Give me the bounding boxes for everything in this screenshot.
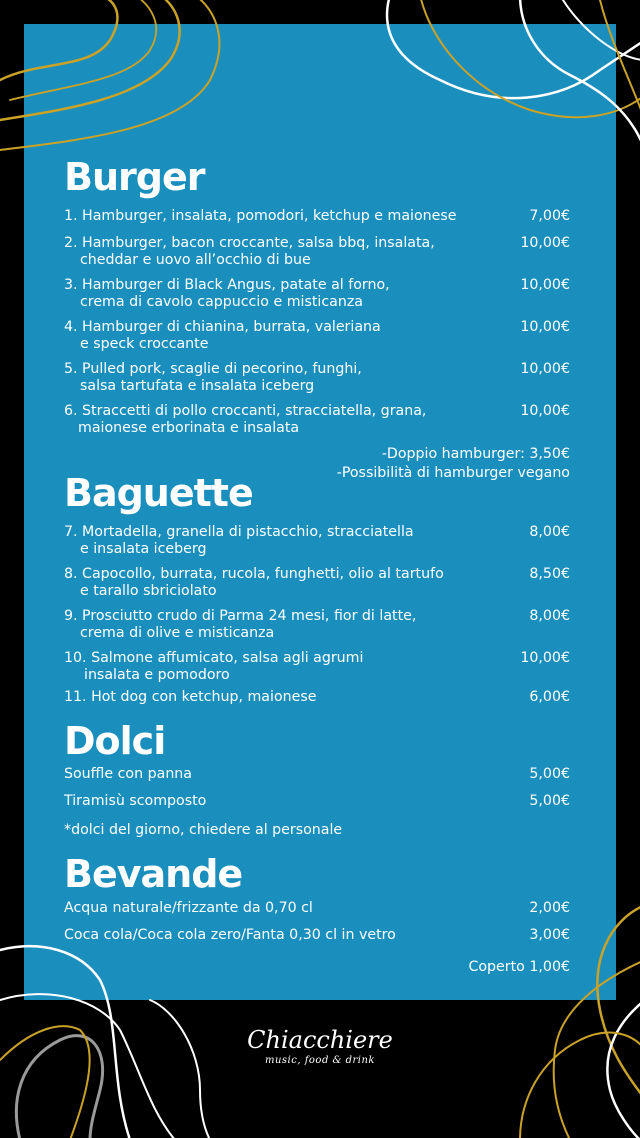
item-price: 10,00€ [520, 235, 570, 251]
item-price: 10,00€ [520, 403, 570, 419]
item-price: 2,00€ [529, 900, 570, 916]
menu-item [64, 524, 570, 558]
item-line: crema di olive e misticanza [80, 625, 275, 641]
menu-item [64, 361, 570, 395]
section-title-bevande: Bevande [64, 852, 243, 896]
item-price: 5,00€ [529, 766, 570, 782]
item-line: crema di cavolo cappuccio e misticanza [80, 294, 363, 310]
item-line: insalata e pomodoro [84, 667, 230, 683]
item-price: 10,00€ [520, 361, 570, 377]
section-title-baguette: Baguette [64, 471, 253, 515]
brand-tagline: music, food & drink [265, 1055, 375, 1066]
item-line: 10. Salmone affumicato, salsa agli agrumi [64, 650, 364, 666]
item-line: e speck croccante [80, 336, 209, 352]
item-line: salsa tartufata e insalata iceberg [80, 378, 315, 394]
item-line: e tarallo sbriciolato [80, 583, 217, 599]
section-title-burger: Burger [64, 155, 205, 199]
menu-item [64, 689, 570, 706]
section-title-dolci: Dolci [64, 719, 166, 763]
menu-item [64, 403, 570, 437]
note-vegan-burger: -Possibilità di hamburger vegano [336, 465, 570, 481]
item-line: maionese erborinata e insalata [78, 420, 300, 436]
item-price: 8,00€ [529, 524, 570, 540]
menu-item [64, 319, 570, 353]
item-price: 10,00€ [520, 650, 570, 666]
item-price: 7,00€ [529, 208, 570, 224]
item-line: Tiramisù scomposto [64, 793, 207, 809]
item-line: Coca cola/Coca cola zero/Fanta 0,30 cl in vetro [64, 927, 396, 943]
menu-item [64, 608, 570, 642]
item-price: 10,00€ [520, 319, 570, 335]
item-line: Souffle con panna [64, 766, 192, 782]
menu-item [64, 277, 570, 311]
item-price: 8,50€ [529, 566, 570, 582]
item-price: 3,00€ [529, 927, 570, 943]
item-price: 10,00€ [520, 277, 570, 293]
menu-item [64, 235, 570, 269]
item-line: 9. Prosciutto crudo di Parma 24 mesi, fior di latte, [64, 608, 417, 624]
brand-logo: Chiacchiere [247, 1026, 393, 1054]
item-line: 6. Straccetti di pollo croccanti, stracciatella, grana, [64, 403, 427, 419]
menu-item [64, 566, 570, 600]
item-line: 2. Hamburger, bacon croccante, salsa bbq, insalata, [64, 235, 435, 251]
item-line: 5. Pulled pork, scaglie di pecorino, funghi, [64, 361, 362, 377]
item-line: e insalata iceberg [80, 541, 207, 557]
coperto-note: Coperto 1,00€ [468, 959, 570, 975]
item-price: 5,00€ [529, 793, 570, 809]
menu-item [64, 900, 570, 917]
item-line: Acqua naturale/frizzante da 0,70 cl [64, 900, 313, 916]
dolci-note: *dolci del giorno, chiedere al personale [64, 822, 343, 838]
item-line: 11. Hot dog con ketchup, maionese [64, 689, 317, 705]
menu-item [64, 927, 570, 944]
item-price: 6,00€ [529, 689, 570, 705]
note-double-burger: -Doppio hamburger: 3,50€ [381, 446, 570, 462]
menu-item [64, 650, 570, 684]
item-line: 8. Capocollo, burrata, rucola, funghetti, olio al tartufo [64, 566, 444, 582]
item-line: 1. Hamburger, insalata, pomodori, ketchup e maionese [64, 208, 457, 224]
item-line: 3. Hamburger di Black Angus, patate al forno, [64, 277, 390, 293]
item-line: 4. Hamburger di chianina, burrata, valeriana [64, 319, 381, 335]
menu-item [64, 793, 570, 810]
item-price: 8,00€ [529, 608, 570, 624]
item-line: 7. Mortadella, granella di pistacchio, stracciatella [64, 524, 414, 540]
item-line: cheddar e uovo all’occhio di bue [80, 252, 311, 268]
burger-notes [337, 445, 570, 483]
menu-item [64, 766, 570, 783]
menu-item [64, 208, 570, 225]
